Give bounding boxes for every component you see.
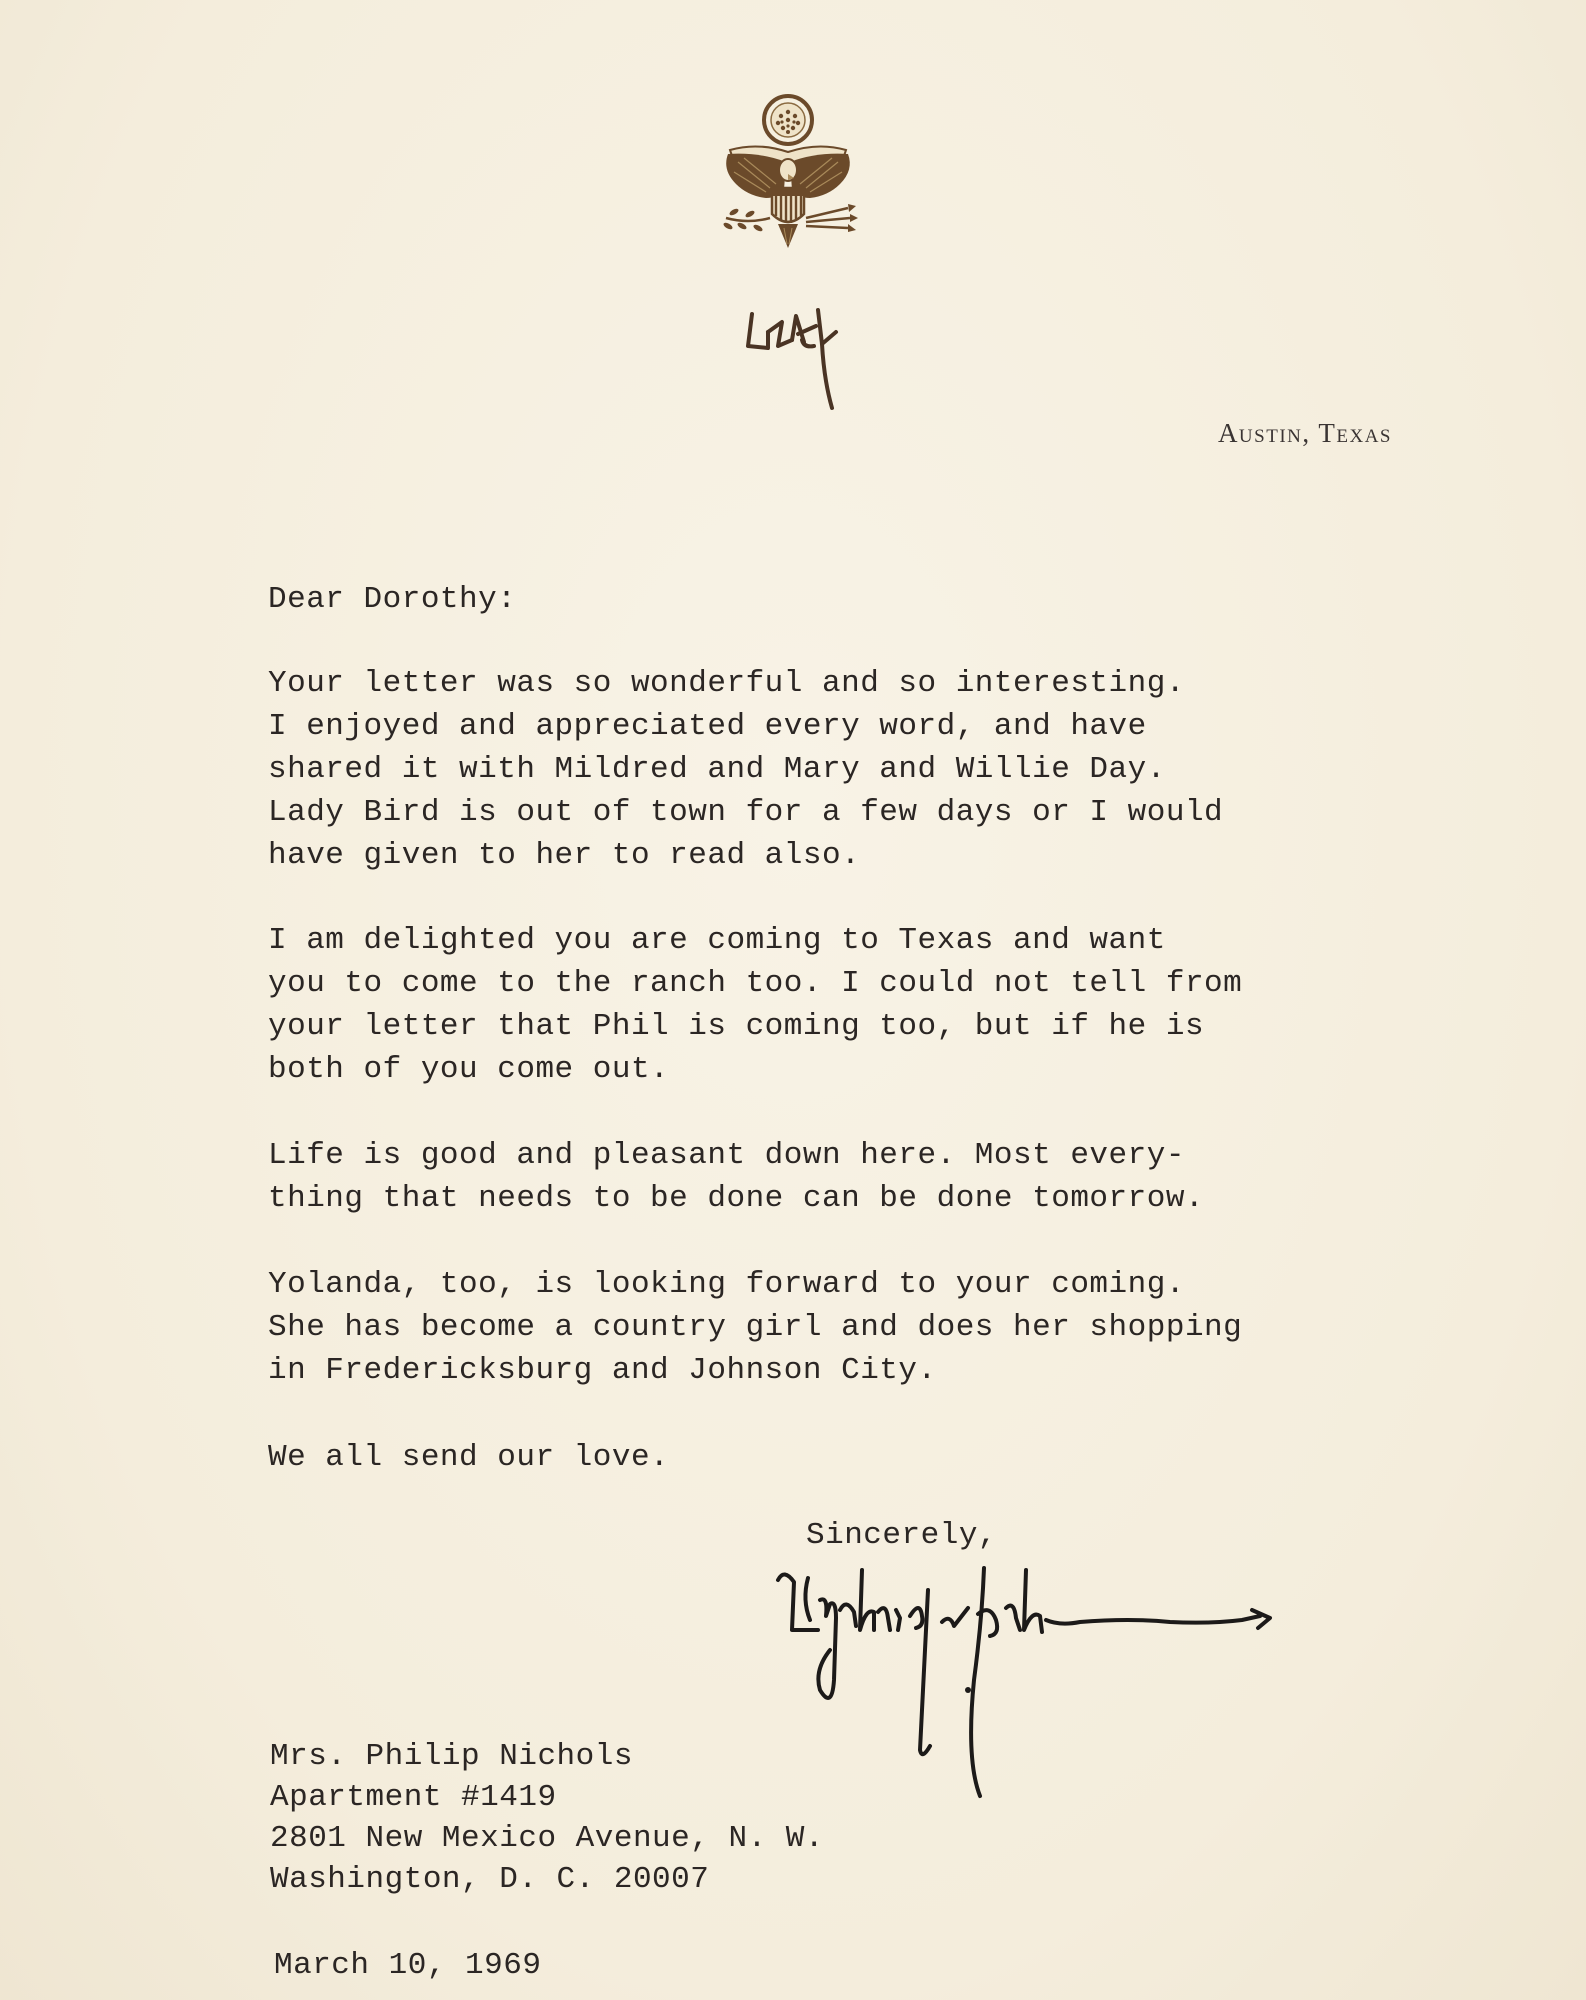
paragraph-line: I enjoyed and appreciated every word, and have [268, 709, 1147, 744]
paragraph-line: your letter that Phil is coming too, but if he is [268, 1009, 1205, 1044]
paragraph-line: I am delighted you are coming to Texas and want [268, 923, 1166, 958]
address-line: Mrs. Philip Nichols [270, 1739, 633, 1774]
paragraph-2 [268, 919, 1242, 1091]
paragraph-line: thing that needs to be done can be done tomorrow. [268, 1181, 1205, 1216]
paragraph-line: you to come to the ranch too. I could not tell from [268, 966, 1243, 1001]
recipient-address [270, 1736, 824, 1900]
paragraph-3 [268, 1134, 1204, 1220]
paragraph-line: We all send our love. [268, 1440, 670, 1475]
closing: Sincerely, [806, 1518, 998, 1553]
paragraph-4 [268, 1263, 1242, 1392]
paragraph-line: Lady Bird is out of town for a few days or I would [268, 795, 1224, 830]
paragraph-line: She has become a country girl and does her shopping [268, 1310, 1243, 1345]
address-line: 2801 New Mexico Avenue, N. W. [270, 1821, 824, 1856]
letterhead-location: Austin, Texas [1217, 418, 1392, 448]
paragraph-line: both of you come out. [268, 1052, 670, 1087]
paragraph-1 [268, 662, 1223, 877]
paragraph-5 [268, 1436, 669, 1479]
paragraph-line: Yolanda, too, is looking forward to your coming. [268, 1267, 1185, 1302]
lbj-monogram-icon [738, 296, 856, 416]
address-line: Apartment #1419 [270, 1780, 557, 1815]
salutation: Dear Dorothy: [268, 582, 517, 617]
letter-date: March 10, 1969 [274, 1948, 542, 1983]
paragraph-line: Your letter was so wonderful and so interesting. [268, 666, 1185, 701]
paragraph-line: in Fredericksburg and Johnson City. [268, 1353, 937, 1388]
address-line: Washington, D. C. 20007 [270, 1862, 710, 1897]
presidential-seal-icon [708, 92, 868, 262]
paragraph-line: have given to her to read also. [268, 838, 861, 873]
signature-icon [770, 1560, 1340, 1820]
paragraph-line: Life is good and pleasant down here. Most every- [268, 1138, 1185, 1173]
paragraph-line: shared it with Mildred and Mary and Willie Day. [268, 752, 1166, 787]
